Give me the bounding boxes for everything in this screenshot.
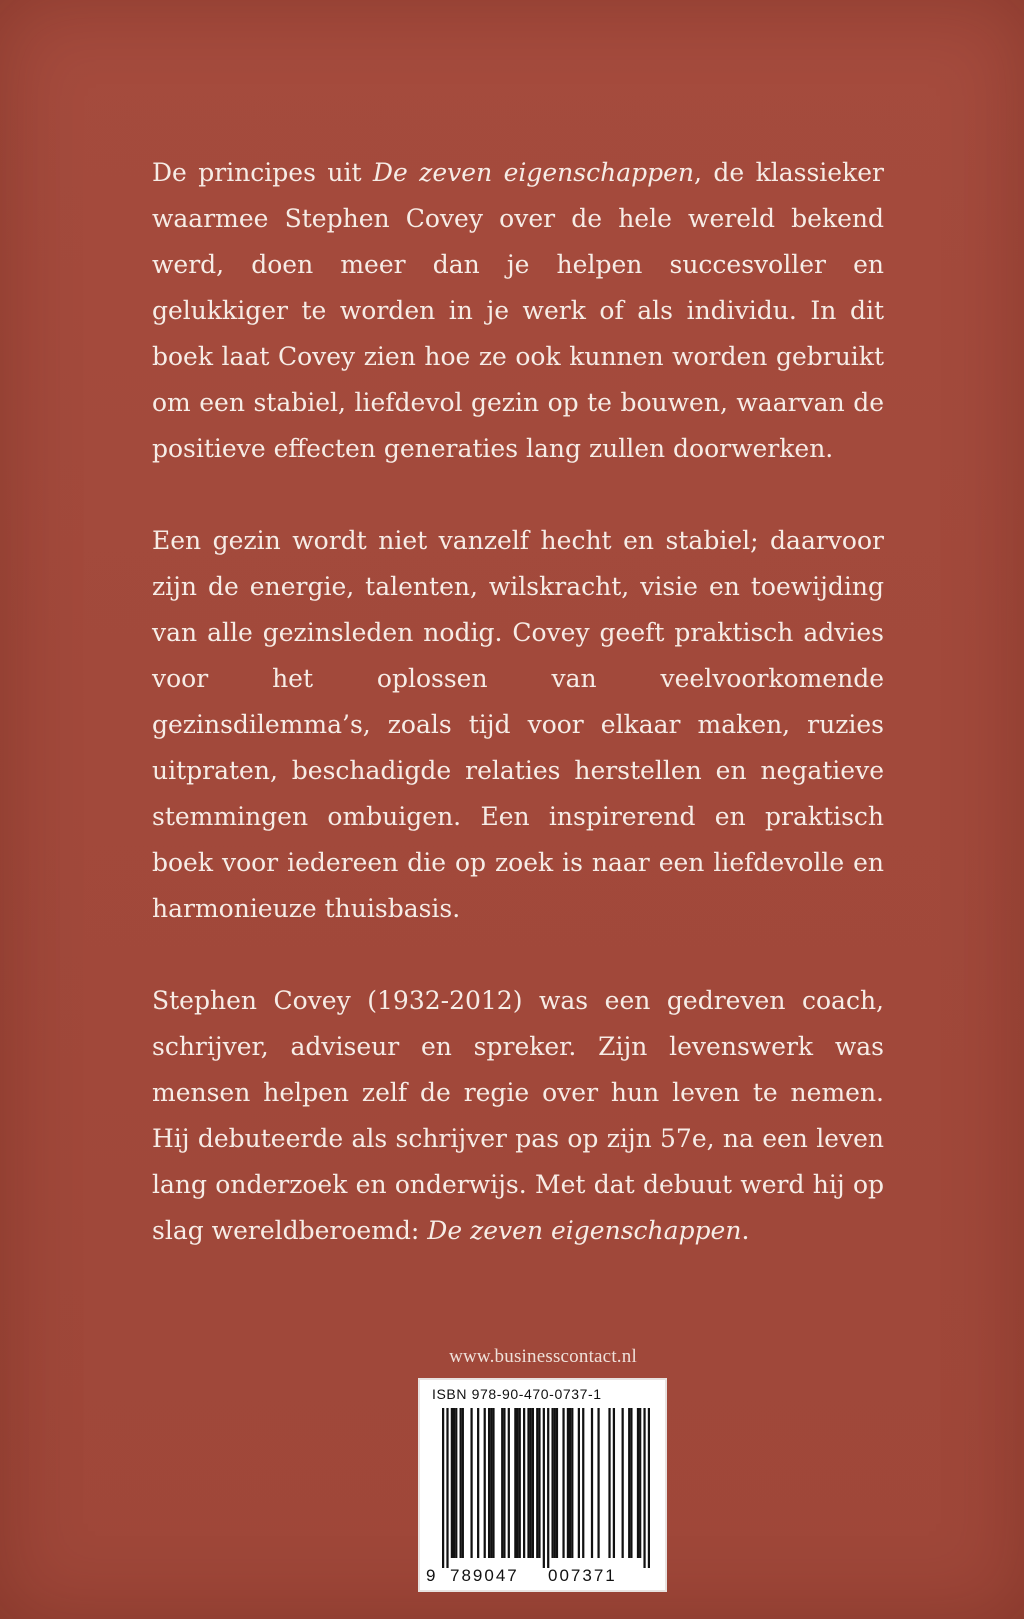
paragraph-text: , de klassieker waarmee Stephen Covey over de hele wereld bekend werd, doen meer dan je helpen succesvoller en gelukkiger te worden in je werk of als individu. In dit boek laat Covey zien hoe ze ook kunnen worden gebruikt om een stabiel, liefdevol gezin op te bouwen, waarvan de positieve effecten generaties lang zullen doorwerken.: [152, 158, 884, 463]
barcode-bar: [470, 1408, 472, 1558]
barcode-bar: [484, 1408, 486, 1558]
barcode-bar: [453, 1408, 455, 1558]
barcode-bar: [516, 1408, 518, 1558]
barcode-bar: [628, 1408, 630, 1558]
barcode-guard-bar: [442, 1408, 444, 1568]
blurb-paragraph-2: [152, 518, 884, 932]
barcode-bar: [455, 1408, 457, 1558]
barcode-guard-bar: [643, 1408, 645, 1568]
barcode-bar: [569, 1408, 571, 1558]
ean-left-group: 789047: [450, 1566, 519, 1585]
barcode-guard-bar: [446, 1408, 448, 1568]
barcode-bar: [488, 1408, 490, 1558]
paragraph-text: Een gezin wordt niet vanzelf hecht en stabiel; daarvoor zijn de energie, talenten, wilskracht, visie en toewijding van alle gezinsleden nodig. Covey geeft praktisch advies voor het oplossen van veelvoorkomende gezinsdilemma’s, zoals tijd voor elkaar maken, ruzies uitpraten, beschadigde relaties herstellen en negatieve stemmingen ombuigen. Een inspirerend en praktisch boek voor iedereen die op zoek is naar een liefdevolle en harmonieuze thuisbasis.: [152, 526, 884, 923]
barcode-bar: [591, 1408, 593, 1558]
barcode-bar: [578, 1408, 580, 1558]
paragraph-text: .: [741, 1216, 750, 1245]
barcode-bar: [567, 1408, 569, 1558]
book-title-italic: De zeven eigenschappen: [427, 1216, 742, 1245]
barcode-bar: [551, 1408, 553, 1558]
barcode-bar: [562, 1408, 564, 1558]
barcode-bar: [501, 1408, 503, 1558]
barcode-bar: [538, 1408, 540, 1558]
barcode-bar: [613, 1408, 615, 1558]
barcode-bar: [622, 1408, 624, 1558]
barcode-bar: [630, 1408, 632, 1558]
barcode-bar: [556, 1408, 558, 1558]
barcode-bar: [451, 1408, 453, 1558]
isbn-label: ISBN 978-90-470-0737-1: [432, 1386, 602, 1402]
barcode-bar: [514, 1408, 516, 1558]
barcode-bar: [523, 1408, 525, 1558]
barcode-bar: [571, 1408, 573, 1558]
barcode-bar: [530, 1408, 532, 1558]
barcode-bar: [554, 1408, 556, 1558]
barcode-guard-bar: [547, 1408, 549, 1568]
barcode-bar: [608, 1408, 610, 1558]
barcode-bars: [442, 1408, 650, 1568]
barcode-bar: [492, 1408, 494, 1558]
barcode-bar: [527, 1408, 529, 1558]
barcode-bar: [637, 1408, 639, 1558]
ean-first-digit: 9: [426, 1566, 436, 1585]
ean-right-group: 007371: [548, 1566, 617, 1585]
barcode-guard-bar: [648, 1408, 650, 1568]
barcode-bar: [532, 1408, 534, 1558]
barcode-bar: [490, 1408, 492, 1558]
paragraph-text: Stephen Covey (1932-2012) was een gedreven coach, schrijver, adviseur en spreker. Zijn levenswerk was mensen helpen zelf de regie over hun leven te nemen. Hij debuteerde als schrijver pas op zijn 57e, na een leven lang onderzoek en onderwijs. Met dat debuut werd hij op slag wereldberoemd:: [152, 986, 884, 1245]
barcode-bar: [639, 1408, 641, 1558]
blurb: [152, 150, 884, 1300]
barcode-bar: [582, 1408, 584, 1558]
barcode-guard-bar: [543, 1408, 545, 1568]
blurb-paragraph-1: [152, 150, 884, 472]
barcode-bar: [536, 1408, 538, 1558]
barcode-bar: [597, 1408, 599, 1558]
isbn-barcode: [418, 1378, 667, 1592]
barcode-bar: [477, 1408, 479, 1558]
barcode-bar: [462, 1408, 464, 1558]
publisher-website[interactable]: www.businesscontact.nl: [449, 1346, 637, 1367]
barcode-bar: [503, 1408, 505, 1558]
barcode-bar: [460, 1408, 462, 1558]
barcode-bar: [519, 1408, 521, 1558]
author-bio-paragraph: [152, 978, 884, 1254]
book-title-italic: De zeven eigenschappen: [372, 158, 695, 187]
barcode-bar: [508, 1408, 510, 1558]
paragraph-text: De principes uit: [152, 158, 373, 187]
